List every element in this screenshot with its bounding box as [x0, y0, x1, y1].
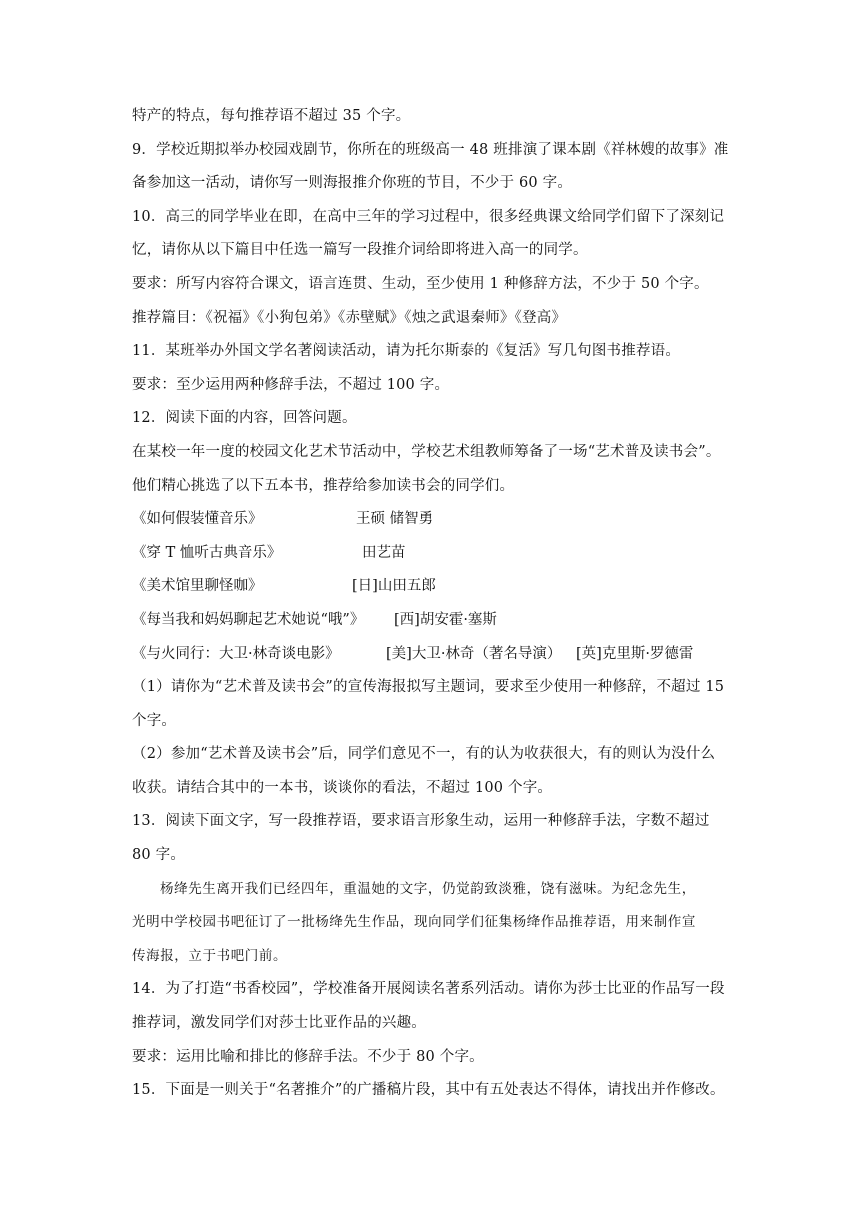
passage-line-3: 传海报，立于书吧门前。 [132, 947, 288, 964]
question-9-line-2: 备参加这一活动，请你写一则海报推介你班的节目，不少于 60 字。 [132, 175, 573, 192]
question-14-requirement: 要求：运用比喻和排比的修辞手法。不少于 80 个字。 [132, 1048, 484, 1065]
passage-line-2: 光明中学校园书吧征订了一批杨绛先生作品，现向同学们征集杨绛作品推荐语，用来制作宣 [132, 914, 696, 931]
book-title: 《与火同行：大卫·林奇谈电影》 [132, 645, 340, 662]
question-12-context-1: 在某校一年一度的校园文化艺术节活动中，学校艺术组教师筹备了一场“艺术普及读书会”。 [132, 443, 721, 460]
question-14-line-2: 推荐词，激发同学们对莎士比亚作品的兴趣。 [132, 1015, 426, 1032]
book-title: 《如何假装懂音乐》 [132, 511, 263, 528]
passage-line-1: 杨绛先生离开我们已经四年，重温她的文字，仍觉韵致淡雅，饶有滋味。为纪念先生， [160, 880, 696, 897]
question-10-recommended-list: 推荐篇目：《祝福》《小狗包弟》《赤壁赋》《烛之武退秦师》《登高》 [132, 309, 567, 326]
question-12-context-2: 他们精心挑选了以下五本书，推荐给参加读书会的同学们。 [132, 477, 515, 494]
book-author-secondary: [英]克里斯·罗德雷 [576, 645, 694, 662]
question-12-sub-2-line-2: 收获。请结合其中的一本书，谈谈你的看法，不超过 100 个字。 [132, 779, 553, 796]
book-row [132, 509, 736, 529]
question-9-line-1: 9．学校近期拟举办校园戏剧节，你所在的班级高一 48 班排演了课本剧《祥林嫂的故事》准 [132, 141, 729, 158]
book-row [132, 576, 736, 596]
book-author: 田艺苗 [362, 544, 406, 561]
question-11-requirement: 要求：至少运用两种修辞手法，不超过 100 字。 [132, 376, 450, 393]
document-page [132, 106, 736, 1114]
book-author: [美]大卫·林奇（著名导演） [386, 645, 562, 662]
book-title: 《每当我和妈妈聊起艺术她说“哦”》 [132, 611, 365, 628]
question-13-line-2: 80 字。 [132, 847, 186, 864]
book-author: [西]胡安霍·塞斯 [394, 611, 497, 628]
question-12-sub-1-line-2: 个字。 [132, 712, 177, 729]
question-10-line-2: 忆，请你从以下篇目中任选一篇写一段推介词给即将进入高一的同学。 [132, 242, 588, 259]
book-author: 王硕 储智勇 [356, 511, 434, 528]
book-row [132, 644, 736, 664]
question-10-line-1: 10．高三的同学毕业在即，在高中三年的学习过程中，很多经典课文给同学们留下了深刻记 [132, 208, 725, 225]
book-title: 《穿 T 恤听古典音乐》 [132, 544, 282, 561]
question-14-line-1: 14．为了打造“书香校园”，学校准备开展阅读名著系列活动。请你为莎士比亚的作品写一段 [132, 981, 725, 998]
question-15-line-1: 15．下面是一则关于“名著推介”的广播稿片段，其中有五处表达不得体，请找出并作修改。 [132, 1082, 725, 1099]
question-12-line-1: 12．阅读下面的内容，回答问题。 [132, 410, 357, 427]
text-line: 特产的特点，每句推荐语不超过 35 个字。 [132, 108, 411, 124]
book-title: 《美术馆里聊怪咖》 [132, 578, 263, 595]
question-10-requirement: 要求：所写内容符合课文，语言连贯、生动，至少使用 1 种修辞方法，不少于 50 个字。 [132, 275, 709, 292]
question-12-sub-2-line-1: （2）参加“艺术普及读书会”后，同学们意见不一，有的认为收获很大，有的则认为没什么 [132, 746, 716, 763]
book-row [132, 610, 736, 630]
question-12-sub-1-line-1: （1）请你为“艺术普及读书会”的宣传海报拟写主题词，要求至少使用一种修辞，不超过 15 [132, 679, 725, 696]
question-13-line-1: 13．阅读下面文字，写一段推荐语，要求语言形象生动，运用一种修辞手法，字数不超过 [132, 813, 710, 830]
book-author: [日]山田五郎 [352, 578, 436, 595]
question-11-line-1: 11．某班举办外国文学名著阅读活动，请为托尔斯泰的《复活》写几句图书推荐语。 [132, 343, 681, 360]
book-row [132, 543, 736, 563]
